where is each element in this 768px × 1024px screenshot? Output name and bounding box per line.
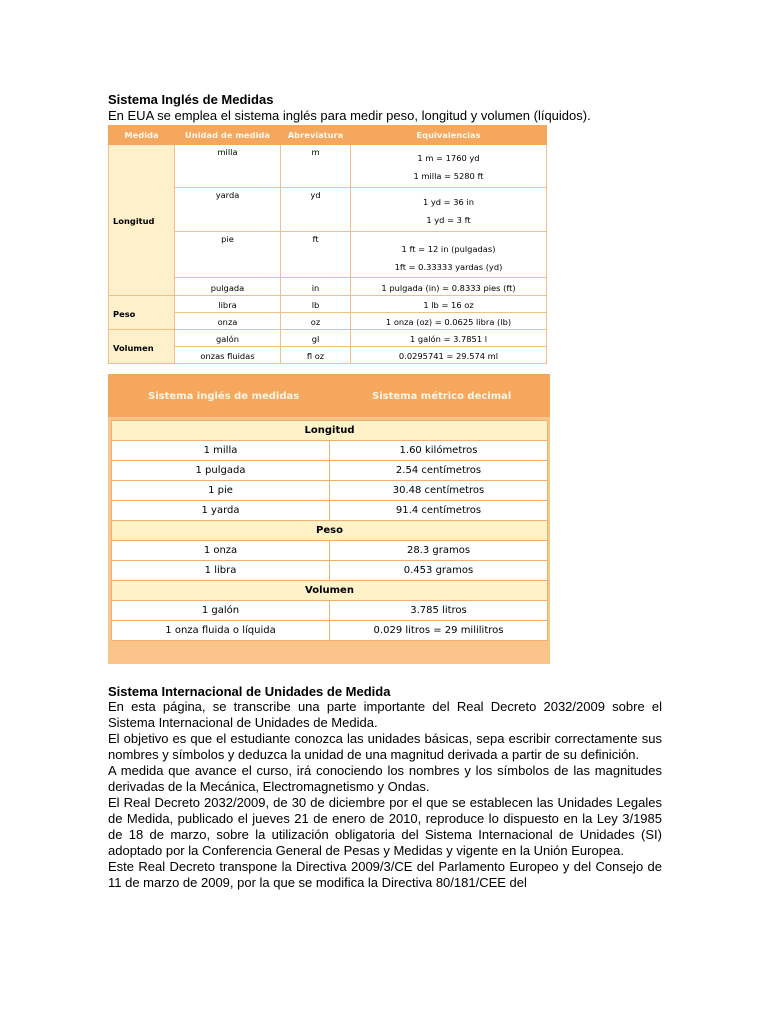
units-table (108, 125, 547, 364)
category-longitud: Longitud (109, 145, 175, 296)
equivalence-cell: 0.0295741 = 29.574 ml (351, 347, 547, 364)
table-row (109, 347, 547, 364)
metric-cell: 2.54 centímetros (330, 461, 548, 481)
english-cell: 1 yarda (112, 501, 330, 521)
group-volumen: Volumen (112, 581, 548, 601)
english-cell: 1 onza (112, 541, 330, 561)
equivalence-line: 1 yd = 3 ft (426, 214, 471, 225)
equivalence-line: 1 ft = 12 in (pulgadas) (401, 243, 496, 254)
table-row (109, 188, 547, 232)
paragraph: El objetivo es que el estudiante conozca las unidades básicas, sepa escribir correctamente sus nombres y símbolos y deduzca la unidad de una magnitud derivada a partir de su definición. (108, 731, 662, 762)
abbr-cell: fl oz (281, 347, 351, 364)
metric-cell: 28.3 gramos (330, 541, 548, 561)
group-peso: Peso (112, 521, 548, 541)
english-cell: 1 pulgada (112, 461, 330, 481)
table-row (112, 501, 548, 521)
header-unidad: Unidad de medida (175, 126, 281, 145)
abbr-cell: m (281, 145, 351, 188)
table-row (109, 313, 547, 330)
table-row (112, 441, 548, 461)
equivalence-line: 1 m = 1760 yd (417, 153, 480, 163)
unit-cell: milla (175, 145, 281, 188)
abbr-cell: lb (281, 296, 351, 313)
english-cell: 1 onza fluida o líquida (112, 621, 330, 641)
paragraph: A medida que avance el curso, irá conociendo los nombres y los símbolos de las magnitudes derivadas de la Mecánica, Electromagnetismo y Ondas. (108, 763, 662, 794)
equivalence-cell (351, 188, 547, 232)
abbr-cell: in (281, 278, 351, 296)
equivalence-cell: 1 lb = 16 oz (351, 296, 547, 313)
section-body (108, 699, 662, 891)
table-row (109, 145, 547, 188)
paragraph: El Real Decreto 2032/2009, de 30 de diciembre por el que se establecen las Unidades Legales de Medida, publicado el jueves 21 de enero de 2010, reproduce lo dispuesto en la Ley 3/1985 de 18 de marzo, sobre la utilización obligatoria del Sistema Internacional de Unidades (SI) adoptado por la Conferencia General de Pesas y Medidas y vigente en la Unión Europea. (108, 795, 662, 858)
english-cell: 1 galón (112, 601, 330, 621)
metric-cell: 0.029 litros = 29 mililitros (330, 621, 548, 641)
category-peso: Peso (109, 296, 175, 330)
equivalence-line: 1 yd = 36 in (422, 196, 475, 207)
table-row (112, 561, 548, 581)
category-volumen: Volumen (109, 330, 175, 364)
equivalence-cell (351, 145, 547, 188)
paragraph: Este Real Decreto transpone la Directiva 2009/3/CE del Parlamento Europeo y del Consejo de 11 de marzo de 2009, por la que se modifica la Directiva 80/181/CEE del (108, 859, 662, 890)
unit-cell: libra (175, 296, 281, 313)
section-title-sistema-internacional: Sistema Internacional de Unidades de Medida (108, 684, 391, 699)
unit-cell: yarda (175, 188, 281, 232)
table-row (109, 232, 547, 278)
unit-cell: pulgada (175, 278, 281, 296)
unit-cell: onzas fluidas (175, 347, 281, 364)
table-row (112, 481, 548, 501)
abbr-cell: oz (281, 313, 351, 330)
abbr-cell: ft (281, 232, 351, 278)
header-sistema-ingles: Sistema inglés de medidas (148, 391, 300, 402)
equivalence-cell (351, 232, 547, 278)
header-sistema-metrico: Sistema métrico decimal (372, 391, 512, 402)
equivalence-line: 1ft = 0.33333 yardas (yd) (394, 261, 503, 272)
conversion-table-body (111, 420, 548, 641)
intro-text: En EUA se emplea el sistema inglés para medir peso, longitud y volumen (líquidos). (108, 108, 591, 123)
conversion-table (108, 374, 550, 664)
equivalence-cell: 1 onza (oz) = 0.0625 libra (lb) (351, 313, 547, 330)
group-longitud: Longitud (112, 421, 548, 441)
table-row (112, 601, 548, 621)
table-row (112, 621, 548, 641)
english-cell: 1 pie (112, 481, 330, 501)
table-row (109, 330, 547, 347)
table-row (109, 296, 547, 313)
table-row (109, 278, 547, 296)
equivalence-cell: 1 galón = 3.7851 l (351, 330, 547, 347)
english-cell: 1 milla (112, 441, 330, 461)
table-row (112, 541, 548, 561)
table-row (112, 461, 548, 481)
metric-cell: 1.60 kilómetros (330, 441, 548, 461)
header-medida: Medida (109, 126, 175, 145)
metric-cell: 3.785 litros (330, 601, 548, 621)
unit-cell: galón (175, 330, 281, 347)
section-title-sistema-ingles: Sistema Inglés de Medidas (108, 92, 274, 107)
equivalence-cell: 1 pulgada (in) = 0.8333 pies (ft) (351, 278, 547, 296)
conversion-table-header (108, 374, 550, 417)
english-cell: 1 libra (112, 561, 330, 581)
unit-cell: pie (175, 232, 281, 278)
abbr-cell: yd (281, 188, 351, 232)
paragraph: En esta página, se transcribe una parte importante del Real Decreto 2032/2009 sobre el Sistema Internacional de Unidades de Medida. (108, 699, 662, 730)
metric-cell: 30.48 centímetros (330, 481, 548, 501)
equivalence-line: 1 milla = 5280 ft (413, 171, 484, 181)
metric-cell: 0.453 gramos (330, 561, 548, 581)
metric-cell: 91.4 centímetros (330, 501, 548, 521)
unit-cell: onza (175, 313, 281, 330)
header-equivalencias: Equivalencias (351, 126, 547, 145)
abbr-cell: gl (281, 330, 351, 347)
header-abreviatura: Abreviatura (281, 126, 351, 145)
units-table-header (109, 126, 547, 145)
